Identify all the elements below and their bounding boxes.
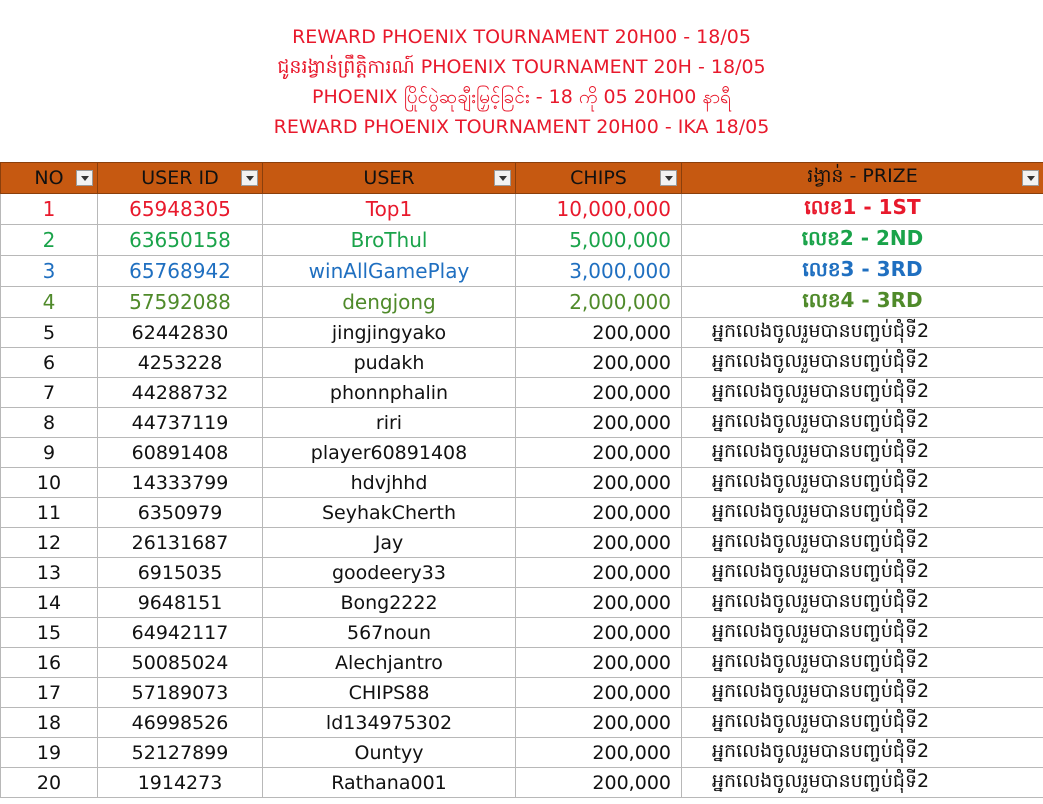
cell-user-id[interactable]: 65768942	[98, 256, 263, 287]
table-row	[1, 528, 1043, 558]
col-header-label: រង្វាន់ - PRIZE	[807, 165, 918, 187]
cell-no[interactable]: 19	[1, 738, 98, 768]
cell-user-id[interactable]: 9648151	[98, 588, 263, 618]
filter-dropdown-icon[interactable]	[76, 170, 93, 186]
cell-chips[interactable]: 200,000	[516, 678, 682, 708]
filter-dropdown-icon[interactable]	[494, 170, 511, 186]
cell-user[interactable]: phonnphalin	[263, 378, 516, 408]
table-row	[1, 558, 1043, 588]
cell-user[interactable]: jingjingyako	[263, 318, 516, 348]
cell-chips[interactable]: 200,000	[516, 648, 682, 678]
cell-no[interactable]: 12	[1, 528, 98, 558]
cell-user-id[interactable]: 6915035	[98, 558, 263, 588]
cell-user[interactable]: winAllGamePlay	[263, 256, 516, 287]
table-row	[1, 438, 1043, 468]
cell-user-id[interactable]: 26131687	[98, 528, 263, 558]
cell-chips[interactable]: 200,000	[516, 408, 682, 438]
cell-user[interactable]: 567noun	[263, 618, 516, 648]
cell-prize[interactable]: អ្នកលេងចូលរួមបានបញ្ចប់ជុំទី2	[682, 588, 1043, 618]
table-row	[1, 287, 1043, 318]
cell-chips[interactable]: 200,000	[516, 318, 682, 348]
cell-user-id[interactable]: 64942117	[98, 618, 263, 648]
cell-user[interactable]: Rathana001	[263, 768, 516, 798]
col-header-label: CHIPS	[570, 167, 627, 189]
cell-user-id[interactable]: 52127899	[98, 738, 263, 768]
cell-no[interactable]: 16	[1, 648, 98, 678]
cell-chips[interactable]: 10,000,000	[516, 194, 682, 225]
cell-chips[interactable]: 200,000	[516, 348, 682, 378]
cell-user-id[interactable]: 50085024	[98, 648, 263, 678]
cell-chips[interactable]: 200,000	[516, 618, 682, 648]
table-row	[1, 194, 1043, 225]
title-line-1[interactable]: REWARD PHOENIX TOURNAMENT 20H00 - 18/05	[292, 26, 751, 48]
cell-no[interactable]: 15	[1, 618, 98, 648]
table-row	[1, 378, 1043, 408]
cell-user[interactable]: Top1	[263, 194, 516, 225]
cell-user-id[interactable]: 4253228	[98, 348, 263, 378]
cell-no[interactable]: 1	[1, 194, 98, 225]
cell-prize[interactable]: លេខ2 - 2ND	[682, 225, 1043, 256]
table-row	[1, 348, 1043, 378]
cell-user-id[interactable]: 1914273	[98, 768, 263, 798]
col-header-label: USER	[363, 167, 415, 189]
cell-no[interactable]: 13	[1, 558, 98, 588]
cell-no[interactable]: 10	[1, 468, 98, 498]
title-block	[0, 0, 1043, 162]
col-header-user[interactable]	[263, 163, 516, 194]
cell-prize[interactable]: អ្នកលេងចូលរួមបានបញ្ចប់ជុំទី2	[682, 708, 1043, 738]
cell-user-id[interactable]: 14333799	[98, 468, 263, 498]
cell-chips[interactable]: 200,000	[516, 498, 682, 528]
col-header-no[interactable]	[1, 163, 98, 194]
cell-no[interactable]: 7	[1, 378, 98, 408]
cell-user[interactable]: ld134975302	[263, 708, 516, 738]
table-row	[1, 618, 1043, 648]
filter-dropdown-icon[interactable]	[241, 170, 258, 186]
cell-user[interactable]: pudakh	[263, 348, 516, 378]
cell-chips[interactable]: 200,000	[516, 378, 682, 408]
cell-no[interactable]: 4	[1, 287, 98, 318]
cell-chips[interactable]: 200,000	[516, 438, 682, 468]
cell-chips[interactable]: 2,000,000	[516, 287, 682, 318]
cell-chips[interactable]: 200,000	[516, 528, 682, 558]
cell-user[interactable]: BroThul	[263, 225, 516, 256]
cell-prize[interactable]: អ្នកលេងចូលរួមបានបញ្ចប់ជុំទី2	[682, 678, 1043, 708]
cell-prize[interactable]: អ្នកលេងចូលរួមបានបញ្ចប់ជុំទី2	[682, 528, 1043, 558]
cell-prize[interactable]: អ្នកលេងចូលរួមបានបញ្ចប់ជុំទី2	[682, 408, 1043, 438]
cell-chips[interactable]: 3,000,000	[516, 256, 682, 287]
table-row	[1, 318, 1043, 348]
cell-chips[interactable]: 200,000	[516, 588, 682, 618]
cell-no[interactable]: 20	[1, 768, 98, 798]
cell-no[interactable]: 9	[1, 438, 98, 468]
cell-prize[interactable]: អ្នកលេងចូលរួមបានបញ្ចប់ជុំទី2	[682, 738, 1043, 768]
cell-user[interactable]: Jay	[263, 528, 516, 558]
cell-no[interactable]: 17	[1, 678, 98, 708]
cell-prize[interactable]: អ្នកលេងចូលរួមបានបញ្ចប់ជុំទី2	[682, 468, 1043, 498]
table-row	[1, 588, 1043, 618]
cell-prize[interactable]: អ្នកលេងចូលរួមបានបញ្ចប់ជុំទី2	[682, 348, 1043, 378]
cell-chips[interactable]: 200,000	[516, 708, 682, 738]
cell-no[interactable]: 18	[1, 708, 98, 738]
cell-user-id[interactable]: 6350979	[98, 498, 263, 528]
table-row	[1, 408, 1043, 438]
cell-chips[interactable]: 200,000	[516, 558, 682, 588]
cell-user-id[interactable]: 65948305	[98, 194, 263, 225]
cell-no[interactable]: 11	[1, 498, 98, 528]
cell-prize[interactable]: អ្នកលេងចូលរួមបានបញ្ចប់ជុំទី2	[682, 378, 1043, 408]
cell-user[interactable]: CHIPS88	[263, 678, 516, 708]
cell-user-id[interactable]: 57592088	[98, 287, 263, 318]
cell-user[interactable]: SeyhakCherth	[263, 498, 516, 528]
cell-user-id[interactable]: 57189073	[98, 678, 263, 708]
cell-no[interactable]: 8	[1, 408, 98, 438]
table-row	[1, 256, 1043, 287]
header-row	[1, 163, 1043, 194]
cell-prize[interactable]: អ្នកលេងចូលរួមបានបញ្ចប់ជុំទី2	[682, 318, 1043, 348]
cell-prize[interactable]: លេខ1 - 1ST	[682, 194, 1043, 225]
cell-no[interactable]: 14	[1, 588, 98, 618]
cell-user-id[interactable]: 44737119	[98, 408, 263, 438]
table-row	[1, 468, 1043, 498]
filter-dropdown-icon[interactable]	[1022, 170, 1039, 186]
col-header-prize[interactable]	[682, 163, 1043, 194]
cell-user[interactable]: Alechjantro	[263, 648, 516, 678]
cell-user[interactable]: hdvjhhd	[263, 468, 516, 498]
cell-prize[interactable]: អ្នកលេងចូលរួមបានបញ្ចប់ជុំទី2	[682, 768, 1043, 798]
cell-chips[interactable]: 200,000	[516, 768, 682, 798]
col-header-label: USER ID	[141, 167, 219, 189]
title-line-2[interactable]: ជូនរង្វាន់ព្រឹត្តិការណ៍ PHOENIX TOURNAMENT 20H - 18/05	[277, 56, 766, 78]
cell-user[interactable]: dengjong	[263, 287, 516, 318]
cell-prize[interactable]: អ្នកលេងចូលរួមបានបញ្ចប់ជុំទី2	[682, 618, 1043, 648]
cell-prize[interactable]: អ្នកលេងចូលរួមបានបញ្ចប់ជុំទី2	[682, 498, 1043, 528]
title-line-3[interactable]: PHOENIX ပြိုင်ပွဲဆုချီးမြှင့်ခြင်း - 18 ကို 05 20H00 နာရီ	[312, 86, 731, 108]
cell-user-id[interactable]: 63650158	[98, 225, 263, 256]
filter-dropdown-icon[interactable]	[660, 170, 677, 186]
title-line-4[interactable]: REWARD PHOENIX TOURNAMENT 20H00 - IKA 18/05	[273, 116, 770, 138]
cell-user[interactable]: goodeery33	[263, 558, 516, 588]
cell-no[interactable]: 6	[1, 348, 98, 378]
cell-prize[interactable]: លេខ3 - 3RD	[682, 256, 1043, 287]
cell-prize[interactable]: អ្នកលេងចូលរួមបានបញ្ចប់ជុំទី2	[682, 438, 1043, 468]
table-row	[1, 678, 1043, 708]
col-header-chips[interactable]	[516, 163, 682, 194]
cell-prize[interactable]: លេខ4 - 3RD	[682, 287, 1043, 318]
cell-no[interactable]: 3	[1, 256, 98, 287]
reward-table	[0, 162, 1043, 798]
cell-user-id[interactable]: 62442830	[98, 318, 263, 348]
cell-chips[interactable]: 5,000,000	[516, 225, 682, 256]
cell-user[interactable]: Ountyy	[263, 738, 516, 768]
cell-user[interactable]: Bong2222	[263, 588, 516, 618]
cell-prize[interactable]: អ្នកលេងចូលរួមបានបញ្ចប់ជុំទី2	[682, 558, 1043, 588]
cell-prize[interactable]: អ្នកលេងចូលរួមបានបញ្ចប់ជុំទី2	[682, 648, 1043, 678]
cell-no[interactable]: 5	[1, 318, 98, 348]
cell-user-id[interactable]: 46998526	[98, 708, 263, 738]
table-row	[1, 738, 1043, 768]
cell-no[interactable]: 2	[1, 225, 98, 256]
cell-chips[interactable]: 200,000	[516, 468, 682, 498]
cell-user[interactable]: riri	[263, 408, 516, 438]
table-row	[1, 768, 1043, 798]
cell-user[interactable]: player60891408	[263, 438, 516, 468]
col-header-user-id[interactable]	[98, 163, 263, 194]
col-header-label: NO	[34, 167, 64, 189]
table-row	[1, 225, 1043, 256]
cell-chips[interactable]: 200,000	[516, 738, 682, 768]
cell-user-id[interactable]: 60891408	[98, 438, 263, 468]
cell-user-id[interactable]: 44288732	[98, 378, 263, 408]
table-row	[1, 498, 1043, 528]
table-row	[1, 648, 1043, 678]
table-row	[1, 708, 1043, 738]
